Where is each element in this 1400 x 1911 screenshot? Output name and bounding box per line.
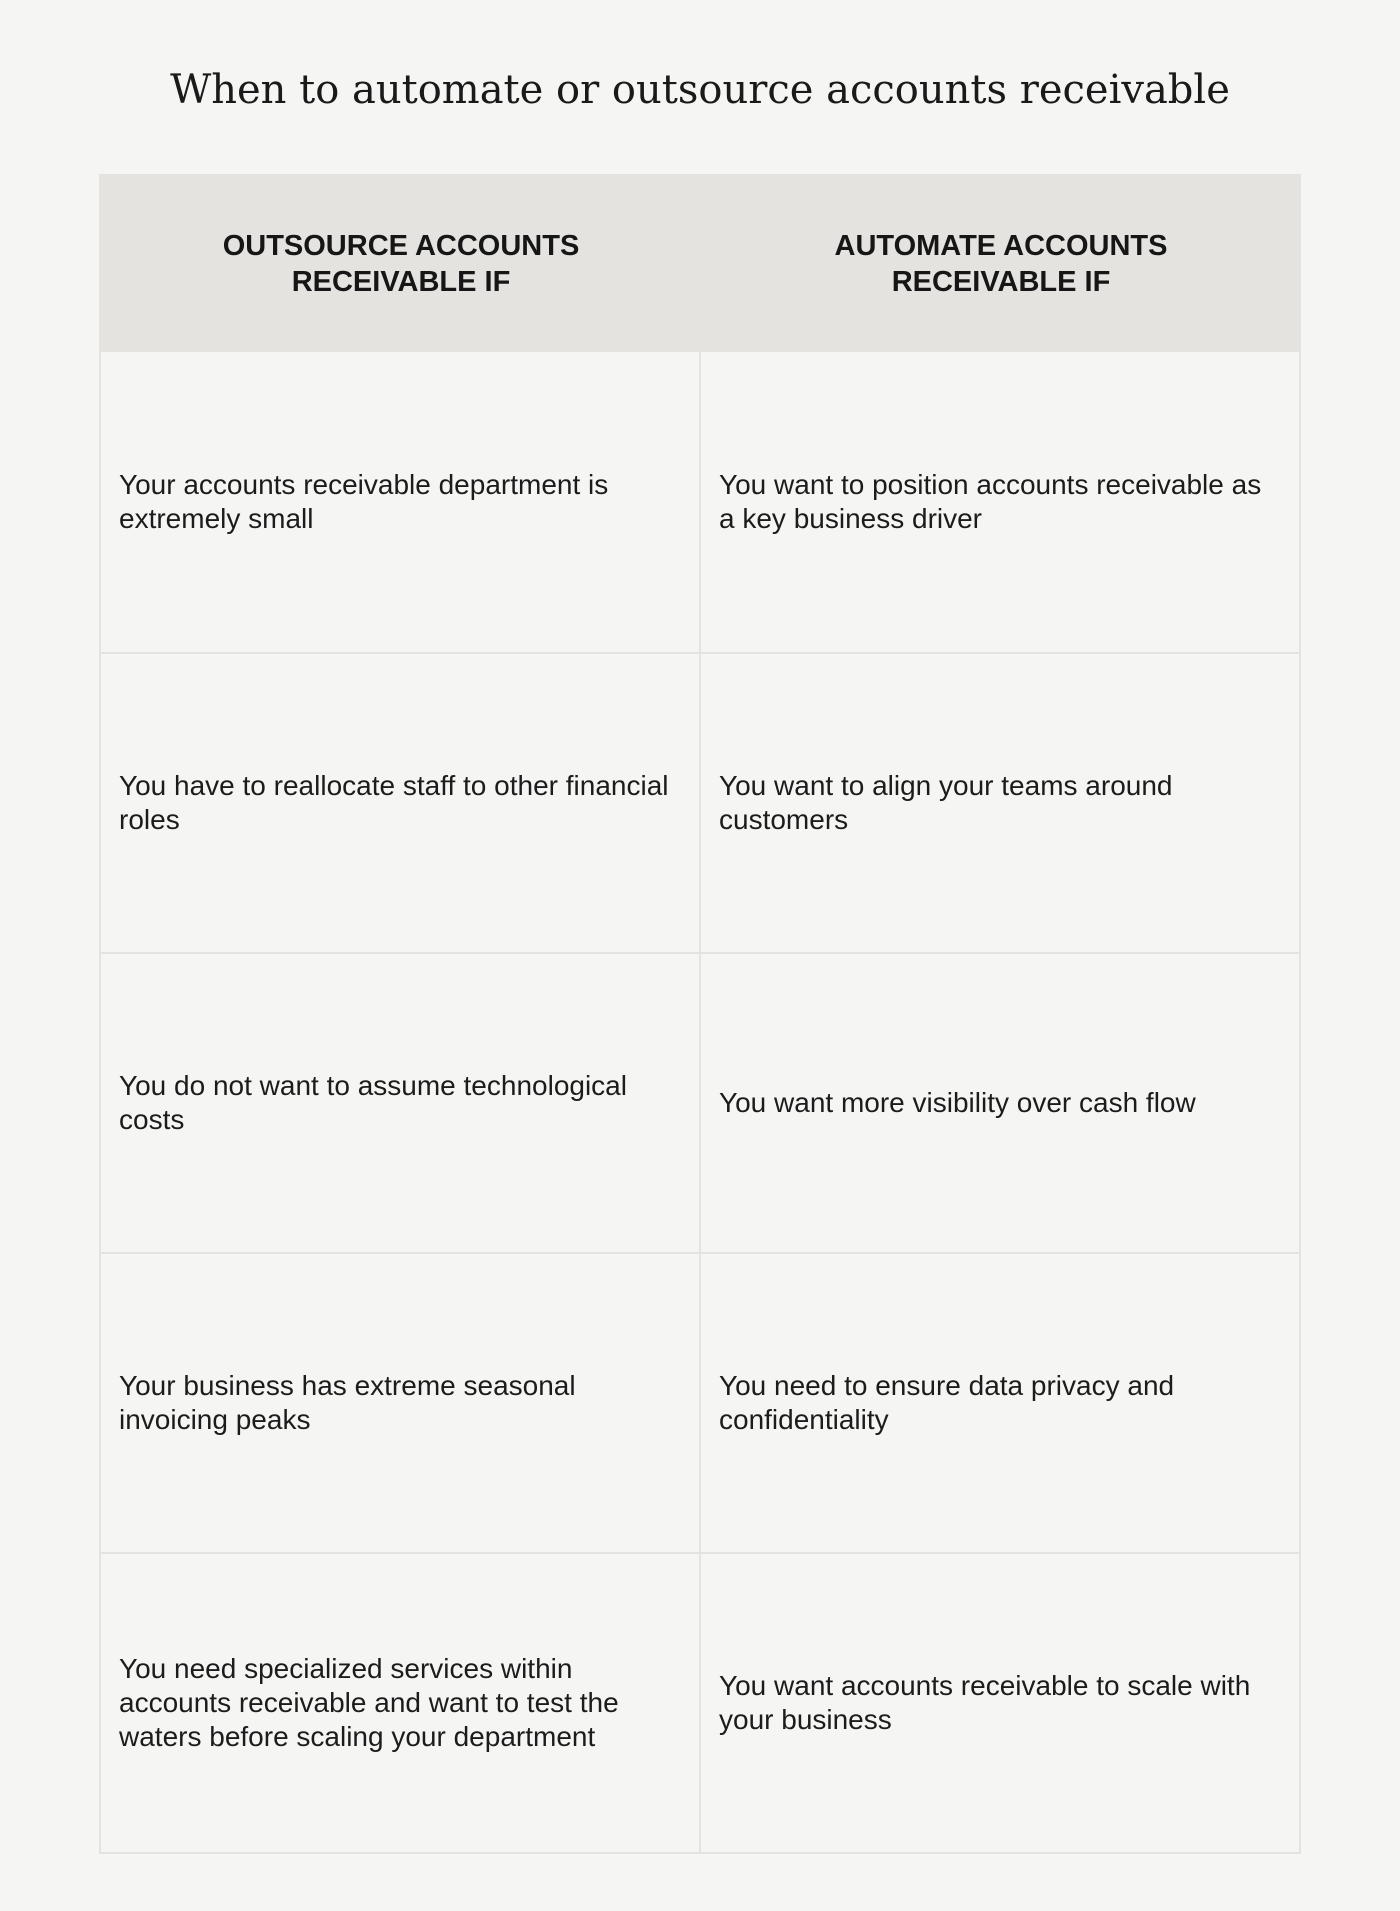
outsource-cell: You do not want to assume technological costs (101, 954, 701, 1252)
outsource-cell: Your business has extreme seasonal invoicing peaks (101, 1254, 701, 1552)
table-header-row (101, 176, 1299, 352)
automate-cell: You want accounts receivable to scale with your business (719, 1670, 1251, 1735)
table-row (101, 952, 1299, 1252)
table-row (101, 1252, 1299, 1552)
table-row (101, 352, 1299, 652)
page-title: When to automate or outsource accounts receivable (170, 67, 1230, 113)
table-row (101, 1552, 1299, 1852)
header-automate: AUTOMATE ACCOUNTS RECEIVABLE IF (834, 230, 1168, 298)
automate-cell: You need to ensure data privacy and confidentiality (719, 1370, 1175, 1435)
automate-cell: You want to align your teams around customers (719, 770, 1173, 835)
outsource-cell: Your accounts receivable department is extremely small (101, 352, 701, 652)
outsource-cell: You need specialized services within accounts receivable and want to test the waters before scaling your department (101, 1554, 701, 1852)
header-outsource: OUTSOURCE ACCOUNTS RECEIVABLE IF (222, 230, 580, 298)
automate-cell: You want more visibility over cash flow (719, 1087, 1196, 1118)
table-row (101, 652, 1299, 952)
outsource-cell: You have to reallocate staff to other financial roles (101, 654, 701, 952)
automate-cell: You want to position accounts receivable as a key business driver (719, 469, 1262, 534)
comparison-table (99, 174, 1301, 1854)
